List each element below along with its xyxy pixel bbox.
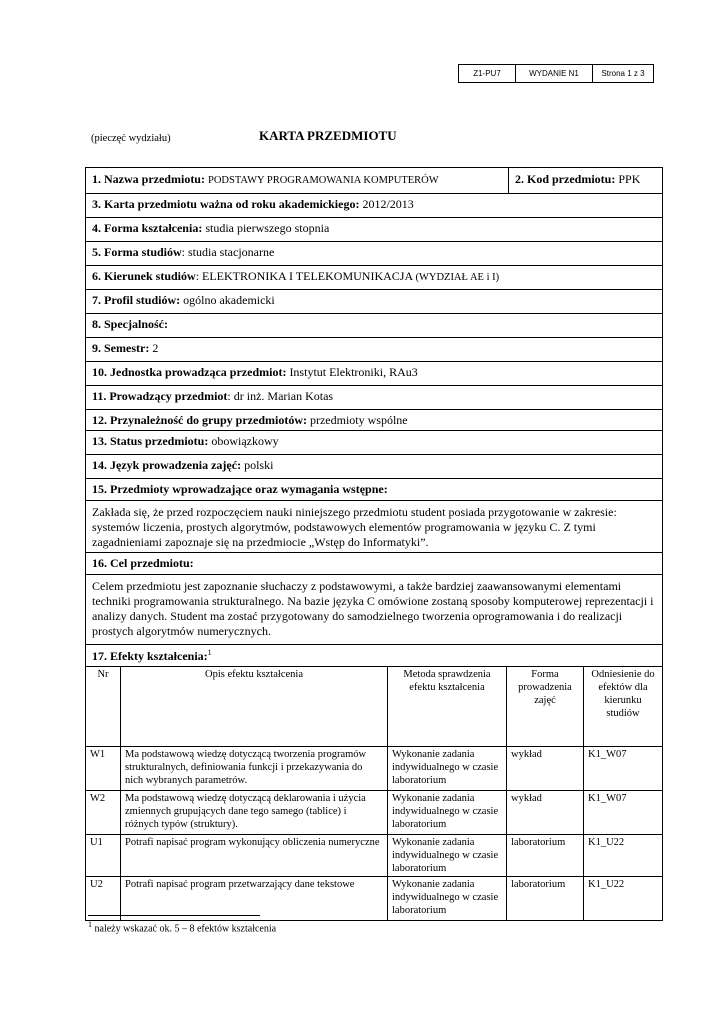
row-language [86, 455, 662, 479]
cell-nr: U1 [86, 834, 121, 876]
study-form-label: 5. Forma studiów [92, 245, 182, 259]
valid-year-label: 3. Karta przedmiotu ważna od roku akademickiego: [92, 197, 360, 211]
course-name-label: 1. Nazwa przedmiotu: [92, 172, 205, 186]
table-row [86, 746, 662, 790]
col-header-reference: Odniesienie do efektów dla kierunku studiów [584, 667, 663, 746]
course-card-form [85, 167, 663, 921]
course-code-label: 2. Kod przedmiotu: [515, 172, 616, 186]
cell-form: wykład [507, 790, 584, 834]
col-header-form: Forma prowadzenia zajęć [507, 667, 584, 746]
cell-nr: U2 [86, 876, 121, 920]
specialty-label: 8. Specjalność: [92, 317, 168, 331]
doc-edition: WYDANIE N1 [516, 65, 593, 83]
cell-nr: W2 [86, 790, 121, 834]
cell-form: wykład [507, 746, 584, 790]
education-form-label: 4. Forma kształcenia: [92, 221, 203, 235]
cell-method: Wykonanie zadania indywidualnego w czasie laboratorium [388, 834, 507, 876]
course-group-value: przedmioty wspólne [309, 413, 408, 427]
footnote-text: należy wskazać ok. 5 – 8 efektów kształcenia [94, 923, 277, 935]
learning-outcomes-table [86, 667, 662, 920]
cell-method: Wykonanie zadania indywidualnego w czasie laboratorium [388, 746, 507, 790]
semester-label: 9. Semestr: [92, 341, 150, 355]
cell-description: Potrafi napisać program przetwarzający dane tekstowe [121, 876, 388, 920]
row-semester [86, 338, 662, 362]
course-name-cell [86, 168, 509, 193]
course-group-label: 12. Przynależność do grupy przedmiotów: [92, 413, 307, 427]
footnote-ref: 1 [207, 648, 212, 657]
course-goal-heading [86, 553, 662, 575]
education-form-value: studia pierwszego stopnia [205, 221, 330, 235]
col-header-nr: Nr [86, 667, 121, 746]
lecturer-label: 11. Prowadzący przedmiot [92, 389, 228, 403]
course-name-value: PODSTAWY PROGRAMOWANIA KOMPUTERÓW [207, 175, 439, 186]
field-of-study-value: : ELEKTRONIKA I TELEKOMUNIKACJA [195, 269, 413, 283]
row-course-status [86, 431, 662, 455]
lecturer-value: : dr inż. Marian Kotas [227, 389, 334, 403]
field-of-study-label: 6. Kierunek studiów [92, 269, 196, 283]
row-study-profile [86, 290, 662, 314]
cell-reference: K1_W07 [584, 746, 663, 790]
page-title: KARTA PRZEDMIOTU [259, 128, 397, 143]
row-study-form [86, 242, 662, 266]
row-specialty [86, 314, 662, 338]
table-row [86, 876, 662, 920]
prerequisites-label: 15. Przedmioty wprowadzające oraz wymagania wstępne: [92, 482, 388, 496]
cell-reference: K1_U22 [584, 834, 663, 876]
learning-outcomes-heading [86, 645, 662, 667]
course-goal-text: Celem przedmiotu jest zapoznanie słuchaczy z podstawowymi, a także bardziej zaawansowanymi elementami techniki programowania strukturalnego. Na bazie języka C omówione zostaną sposoby komputerowej reprezentacji i analizy danych. Student ma zostać przygotowany do samodzielnego tworzenia oprogramowania i do realizacji prostych algorytmów numerycznych. [86, 575, 662, 645]
course-code-value: PPK [618, 172, 641, 186]
row-lecturer [86, 386, 662, 410]
row-valid-year [86, 194, 662, 218]
table-row [86, 834, 662, 876]
col-header-description: Opis efektu kształcenia [121, 667, 388, 746]
table-header-row [86, 667, 662, 746]
row-unit [86, 362, 662, 386]
row-field-of-study [86, 266, 662, 290]
unit-label: 10. Jednostka prowadząca przedmiot: [92, 365, 287, 379]
cell-nr: W1 [86, 746, 121, 790]
cell-form: laboratorium [507, 876, 584, 920]
prerequisites-heading [86, 479, 662, 501]
study-form-value: : studia stacjonarne [181, 245, 275, 259]
study-profile-label: 7. Profil studiów: [92, 293, 181, 307]
course-status-label: 13. Status przedmiotu: [92, 434, 209, 448]
prerequisites-text: Zakłada się, że przed rozpoczęciem nauki niniejszego przedmiotu student posiada przygotowanie w zakresie: systemów liczenia, prostych algorytmów, podstawowych elementów programowania w języku C. Z tymi zagadnieniami zapoznaje się na przedmiocie „Wstęp do Informatyki”. [86, 501, 662, 553]
footnote-mark: 1 [88, 920, 92, 929]
language-value: polski [244, 458, 274, 472]
cell-reference: K1_U22 [584, 876, 663, 920]
cell-form: laboratorium [507, 834, 584, 876]
footnote [88, 920, 276, 934]
col-header-method: Metoda sprawdzenia efektu kształcenia [388, 667, 507, 746]
learning-outcomes-label: 17. Efekty kształcenia: [92, 649, 208, 663]
row-course-group [86, 410, 662, 431]
cell-method: Wykonanie zadania indywidualnego w czasie laboratorium [388, 876, 507, 920]
faculty-stamp-label: (pieczęć wydziału) [91, 133, 171, 144]
course-code-cell [509, 168, 662, 193]
cell-description: Ma podstawową wiedzę dotyczącą tworzenia programów strukturalnych, definiowania funkcji i przekazywania do nich wybranych parametrów. [121, 746, 388, 790]
valid-year-value: 2012/2013 [362, 197, 414, 211]
row-education-form [86, 218, 662, 242]
doc-code: Z1-PU7 [459, 65, 516, 83]
semester-value: 2 [152, 341, 159, 355]
language-label: 14. Język prowadzenia zajęć: [92, 458, 242, 472]
study-profile-value: ogólno akademicki [183, 293, 275, 307]
field-of-study-faculty: (WYDZIAŁ AE i I) [415, 272, 500, 283]
document-header-table [458, 64, 654, 83]
course-goal-label: 16. Cel przedmiotu: [92, 556, 194, 570]
course-status-value: obowiązkowy [211, 434, 279, 448]
cell-method: Wykonanie zadania indywidualnego w czasie laboratorium [388, 790, 507, 834]
footnote-divider [88, 915, 260, 916]
row-course-name-code [86, 168, 662, 194]
cell-description: Potrafi napisać program wykonujący obliczenia numeryczne [121, 834, 388, 876]
cell-description: Ma podstawową wiedzę dotyczącą deklarowania i użycia zmiennych grupujących dane tego samego (tablice) i różnych typów (struktury). [121, 790, 388, 834]
table-row [86, 790, 662, 834]
doc-page-number: Strona 1 z 3 [593, 65, 654, 83]
unit-value: Instytut Elektroniki, RAu3 [289, 365, 418, 379]
cell-reference: K1_W07 [584, 790, 663, 834]
